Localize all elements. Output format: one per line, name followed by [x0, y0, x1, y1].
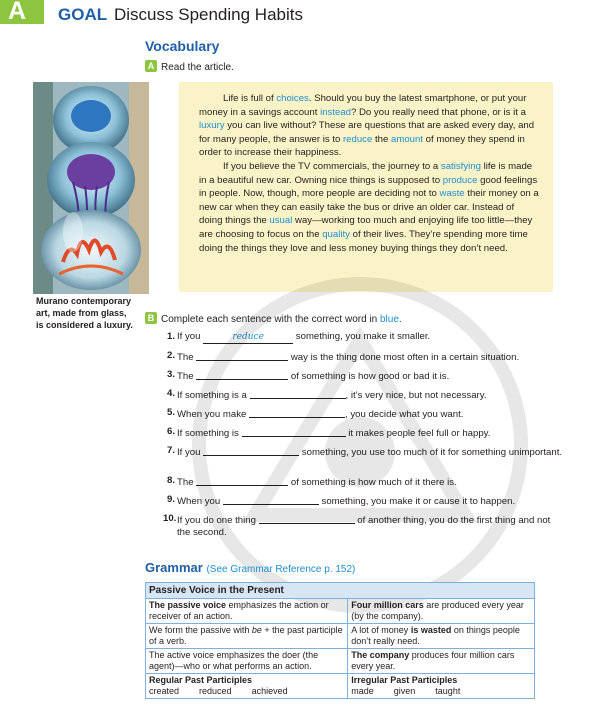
participles-title: Regular Past Participles — [149, 675, 253, 685]
vocab-word: satisfying — [440, 160, 481, 172]
table-row — [146, 599, 535, 624]
item-text — [177, 445, 563, 459]
article-text: you can live without? These are questions that are asked every day, and for many people, the answer is to — [199, 120, 535, 145]
vocab-instruction — [145, 60, 234, 73]
table-cell-text: The company — [351, 650, 410, 660]
item-number: 10. — [163, 513, 177, 524]
goal-text: Discuss Spending Habits — [114, 5, 303, 24]
table-cell-text: A lot of money — [351, 625, 411, 635]
vocab-word: produce — [442, 174, 478, 186]
lesson-header — [0, 0, 591, 30]
article-text: ? Do you really need that phone, or is it a — [351, 106, 526, 118]
item-number: 8. — [166, 475, 175, 486]
item-text-after: way is the thing done most often in a certain situation. — [288, 352, 520, 363]
item-number: 7. — [166, 445, 175, 456]
item-number: 6. — [166, 426, 175, 437]
vocab-word: quality — [322, 228, 350, 240]
item-text-after: it makes people feel full or happy. — [345, 428, 491, 439]
article-text: good feelings in people. Now, though, more people are deciding not to — [199, 174, 538, 200]
item-text — [177, 426, 563, 440]
vocab-instruction-text: Read the article. — [161, 62, 234, 73]
answer-blank[interactable] — [203, 445, 299, 456]
regular-participles-cell — [146, 674, 348, 699]
item-text-after: of something is how much of it there is. — [288, 477, 457, 488]
murano-glass-photo — [33, 82, 149, 294]
rule-cell — [146, 624, 348, 649]
item-text-before: The — [177, 371, 197, 382]
participle-word: taught — [435, 686, 461, 696]
article-text: of money they spend in order to increase their happiness. — [199, 133, 525, 159]
table-cell-text: Four million cars — [351, 600, 424, 610]
item-text-before: If you do one thing — [177, 515, 259, 526]
item-text — [177, 331, 563, 344]
article-text: Life is full of — [223, 93, 277, 104]
item-text-after: something, you use too much of it for something unimportant. — [299, 447, 563, 458]
article-text: the — [372, 133, 391, 145]
lesson-letter: A — [8, 0, 27, 25]
photo-caption: Murano contemporary art, made from glass, is considered a luxury. — [36, 296, 133, 330]
item-number: 5. — [166, 407, 175, 418]
participle-word: given — [393, 686, 416, 696]
grammar-title — [145, 560, 355, 575]
lesson-letter-box — [0, 0, 44, 24]
vocab-word: usual — [269, 215, 293, 227]
answer-blank[interactable] — [250, 388, 346, 399]
article-paragraph — [179, 160, 553, 255]
answer-blank-filled[interactable]: reduce — [203, 331, 293, 344]
table-cell-text: is wasted — [410, 625, 452, 635]
participle-word: reduced — [199, 686, 232, 696]
participle-word: made — [351, 686, 374, 696]
table-cell-text: are produced every year (by the company). — [351, 600, 524, 621]
item-text — [177, 369, 563, 383]
exercise-instruction-after: . — [398, 314, 402, 325]
article-text: If you believe the TV commercials, the journey to a — [223, 160, 441, 172]
answer-blank[interactable] — [223, 494, 319, 505]
goal-label: GOAL — [58, 5, 108, 24]
vocabulary-title: Vocabulary — [145, 38, 220, 54]
glass-art-image — [33, 82, 149, 294]
answer-blank[interactable] — [249, 407, 345, 418]
vocab-word: reduce — [342, 133, 373, 145]
item-text-before: If something is a — [177, 390, 250, 401]
item-text-before: The — [177, 352, 197, 363]
table-cell-text: + the past participle of a verb. — [149, 625, 343, 646]
vocab-word: waste — [439, 188, 465, 200]
item-text-after: of another thing, you do the first thing and not the second. — [177, 515, 551, 538]
vocab-word: instead — [320, 106, 351, 118]
answer-blank[interactable] — [242, 426, 346, 437]
item-number: 1. — [166, 331, 175, 342]
item-text-before: If something is — [177, 428, 242, 439]
answer-blank[interactable] — [196, 369, 288, 380]
article-text: their money on a new car when they can easily take the bus or drive an older car. Instead of doing things the — [199, 188, 539, 227]
item-text-before: If you — [177, 447, 204, 458]
vocab-word: choices — [276, 93, 309, 104]
instruction-badge-a: A — [145, 60, 157, 72]
table-cell-text: on things people don’t really need. — [351, 625, 520, 646]
table-row — [146, 674, 535, 699]
item-text-before: When you make — [177, 409, 249, 420]
item-text — [177, 494, 563, 508]
article-box — [179, 82, 553, 292]
example-cell — [348, 649, 535, 674]
rule-cell — [146, 599, 348, 624]
item-number: 4. — [166, 388, 175, 399]
item-text-after: something, you make it smaller. — [293, 331, 431, 342]
vocab-word: luxury — [199, 120, 225, 132]
passive-voice-table — [145, 582, 535, 699]
table-cell-text: emphasizes the action or receiver of an action. — [149, 600, 329, 621]
item-number: 2. — [166, 350, 175, 361]
article-text: way—working too much and enjoying life too little—they are choosing to focus on the — [199, 215, 533, 240]
table-cell-text: The active voice emphasizes the doer (the agent)—who or what performs an action. — [149, 650, 319, 671]
participle-word: created — [149, 686, 180, 696]
article-text: life is made in a beautiful new car. Owning nice things is supposed to — [199, 160, 533, 186]
instruction-badge-b: B — [145, 312, 157, 324]
grammar-reference-link[interactable]: (See Grammar Reference p. 152) — [206, 564, 356, 575]
table-row — [146, 649, 535, 674]
article-paragraph — [179, 82, 553, 160]
answer-blank[interactable] — [259, 513, 355, 524]
article-text: of their lives. They’re spending more time doing the things they love and less money buying things they don’t need. — [199, 228, 528, 254]
participle-word: achieved — [251, 686, 288, 696]
exercise-b-instruction — [145, 312, 402, 325]
item-text-after: of something is how good or bad it is. — [288, 371, 450, 382]
item-number: 9. — [166, 494, 175, 505]
item-text — [177, 407, 563, 421]
table-cell-text: be — [251, 625, 262, 635]
table-row — [146, 624, 535, 649]
exercise-instruction-highlight: blue — [380, 314, 399, 325]
item-text — [177, 388, 563, 402]
exercise-instruction-before: Complete each sentence with the correct word in — [161, 314, 380, 325]
item-text-before: When you — [177, 496, 223, 507]
answer-blank[interactable] — [196, 475, 288, 486]
item-number: 3. — [166, 369, 175, 380]
table-cell-text: produces four million cars every year. — [351, 650, 515, 671]
participles-title: Irregular Past Participles — [351, 675, 458, 685]
rule-cell — [146, 649, 348, 674]
table-cell-text: We form the passive with — [149, 625, 252, 635]
example-cell — [348, 624, 535, 649]
example-cell — [348, 599, 535, 624]
item-text — [177, 513, 563, 539]
item-text-before: If you — [177, 331, 204, 342]
article-text: . Should you buy the latest smartphone, or put your money in a savings account — [199, 93, 527, 118]
item-text-after: something, you make it or cause it to happen. — [318, 496, 516, 507]
item-text-after: , it’s very nice, but not necessary. — [345, 390, 487, 401]
answer-blank[interactable] — [196, 350, 288, 361]
irregular-participles-cell — [348, 674, 535, 699]
vocab-word: amount — [391, 133, 423, 145]
item-text-after: , you decide what you want. — [345, 409, 464, 420]
item-text — [177, 350, 563, 364]
item-text-before: The — [177, 477, 197, 488]
table-header: Passive Voice in the Present — [146, 583, 535, 599]
table-cell-text: The passive voice — [149, 600, 227, 610]
grammar-title-text: Grammar — [145, 560, 203, 575]
item-text — [177, 475, 563, 489]
